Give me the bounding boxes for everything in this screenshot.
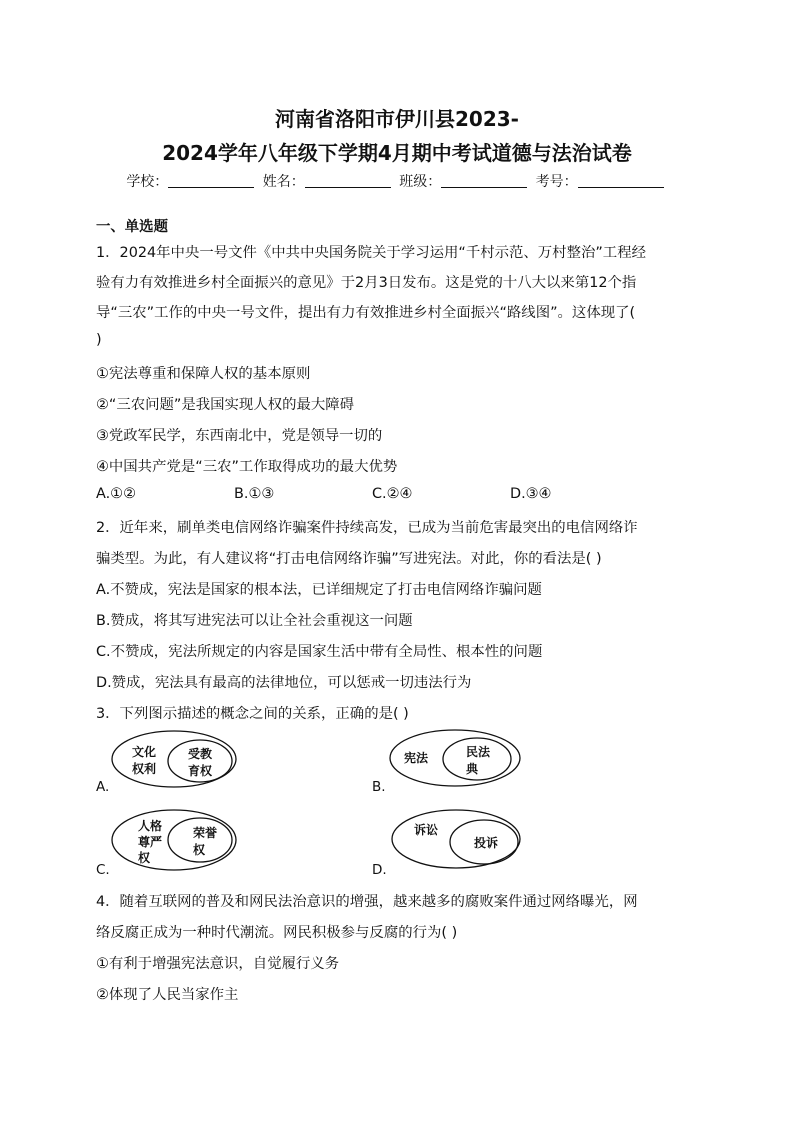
q4-statement-2: ②体现了人民当家作主 [96,987,239,1003]
venn-diagram-d [388,808,528,874]
venn-diagram-a [108,728,248,790]
q2-stem-line2: 骗类型。为此，有人建议将“打击电信网络诈骗”写进宪法。对此，你的看法是( ) [96,551,602,567]
exam-title-line2: 2024学年八年级下学期4月期中考试道德与法治试卷 [162,141,632,165]
venn-diagram-c [108,807,248,873]
q1-option-a: A.①② [96,486,136,502]
q4-stem-line1: 4．随着互联网的普及和网民法治意识的增强，越来越多的腐败案件通过网络曝光，网 [96,894,638,910]
venn-d-outer-ellipse [392,810,520,868]
name-label: 姓名： [262,174,305,190]
q4-statement-1: ①有利于增强宪法意识，自觉履行义务 [96,956,340,972]
exam-title-line1: 河南省洛阳市伊川县2023- [275,107,519,131]
q1-statement-2: ②“三农问题”是我国实现人权的最大障碍 [96,397,355,413]
venn-c-inner-text-2: 权 [193,843,206,857]
q1-option-b: B.①③ [234,486,275,502]
venn-c-outer-text-3: 权 [138,851,151,865]
venn-c-inner-text-1: 荣誉 [193,826,218,840]
q1-stem-line1: 1．2024年中央一号文件《中共中央国务院关于学习运用“千村示范、万村整治”工程经 [96,245,646,261]
q4-stem-line2: 络反腐正成为一种时代潮流。网民积极参与反腐的行为( ) [96,925,458,941]
venn-a-outer-text-2: 权利 [132,762,157,776]
q3-label-b: B. [372,779,386,795]
class-blank [441,173,527,188]
q1-stem-line4: ) [96,332,102,348]
venn-b-inner-text-2: 典 [466,762,479,776]
venn-c-outer-text-2: 尊严 [138,835,163,849]
q2-stem-line1: 2．近年来，刷单类电信网络诈骗案件持续高发，已成为当前危害最突出的电信网络诈 [96,520,638,536]
school-blank [168,173,254,188]
exam-no-blank [578,173,664,188]
q3-label-a: A. [96,779,110,795]
section-title: 一、单选题 [96,219,168,235]
q1-stem-line2: 验有力有效推进乡村全面振兴的意见》于2月3日发布。这是党的十八大以来第12个指 [96,275,637,291]
q1-stem-line3: 导“三农”工作的中央一号文件，提出有力有效推进乡村全面振兴“路线图”。这体现了( [96,305,636,321]
q1-statement-3: ③党政军民学，东西南北中，党是领导一切的 [96,428,383,444]
venn-b-inner-text-1: 民法 [466,745,491,759]
q3-label-d: D. [372,862,387,878]
venn-a-inner-text-1: 受教 [188,747,213,761]
venn-b-outer-text-1: 宪法 [404,751,429,765]
venn-a-inner-text-2: 育权 [188,764,213,778]
venn-d-outer-text-1: 诉讼 [414,823,439,837]
name-blank [305,173,391,188]
q2-option-a: A.不赞成，宪法是国家的根本法，已详细规定了打击电信网络诈骗问题 [96,582,542,598]
q1-statement-4: ④中国共产党是“三农”工作取得成功的最大优势 [96,459,398,475]
venn-a-outer-text-1: 文化 [132,745,157,759]
q2-option-c: C.不赞成，宪法所规定的内容是国家生活中带有全局性、根本性的问题 [96,644,543,660]
venn-d-inner-text-1: 投诉 [474,836,499,850]
class-label: 班级： [399,174,442,190]
school-label: 学校： [126,174,169,190]
exam-no-label: 考号： [535,174,578,190]
q1-option-c: C.②④ [372,486,413,502]
venn-diagram-b [386,728,526,790]
q2-option-d: D.赞成，宪法具有最高的法律地位，可以惩戒一切违法行为 [96,675,472,691]
q3-stem-line1: 3．下列图示描述的概念之间的关系，正确的是( ) [96,706,409,722]
q2-option-b: B.赞成，将其写进宪法可以让全社会重视这一问题 [96,613,413,629]
q3-label-c: C. [96,862,110,878]
q1-option-d: D.③④ [510,486,552,502]
venn-c-outer-ellipse [112,810,236,870]
q1-statement-1: ①宪法尊重和保障人权的基本原则 [96,366,311,382]
venn-c-outer-text-1: 人格 [138,819,163,833]
student-info-row [0,171,794,191]
